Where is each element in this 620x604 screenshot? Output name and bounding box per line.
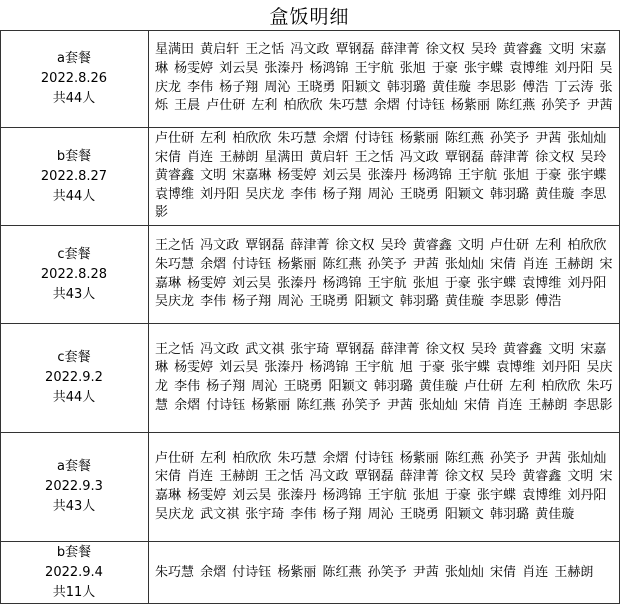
table-row: [0, 226, 619, 324]
table-row: [0, 128, 619, 226]
names-cell: [149, 433, 617, 541]
meal-info-cell: [0, 30, 149, 127]
meal-info-cell: [0, 542, 149, 604]
meal-date: 2022.9.4: [45, 565, 103, 580]
meal-count: 共44人: [52, 390, 96, 405]
meal-type: c套餐: [57, 246, 91, 262]
name-list: 朱巧慧 余熠 付诗钰 杨紫丽 陈红燕 孙笑予 尹茜 张灿灿 宋倩 肖连 王赫朗: [155, 564, 594, 580]
table-row: [0, 30, 619, 128]
meal-info-cell: [0, 433, 149, 541]
meal-count: 共44人: [52, 188, 96, 204]
meal-info-cell: [0, 128, 149, 225]
meal-count: 共43人: [52, 499, 96, 514]
names-cell: [149, 30, 617, 127]
name-list: 王之恬 冯文政 覃钢磊 薛津菁 徐文权 吴玲 黄睿鑫 文明 卢仕研 左利 柏欣欣 朱巧慧 余熠 付诗钰 杨紫丽 陈红燕 孙笑予 尹茜 张灿灿 宋倩 肖连 王赫朗 宋嘉琳 杨雯婷 刘云昊 张溱丹 杨鸿锦 王宇航 张旭 于豪 张宇蝶 袁博维 刘丹阳 吴庆龙 李伟 杨子翔 周沁 王晓勇 阳颖文 韩羽璐 黄佳璇 李思影 傅浩: [155, 238, 613, 310]
names-cell: [149, 324, 617, 432]
meal-type: a套餐: [57, 459, 91, 474]
meal-type: b套餐: [56, 148, 92, 164]
name-list: 王之恬 冯文政 武文祺 张宇琦 覃钢磊 薛津菁 徐文权 吴玲 黄睿鑫 文明 宋嘉琳 杨雯婷 刘云昊 张溱丹 杨鸿锦 王宇航 旭 于豪 张宇蝶 袁博维 刘丹阳 吴庆龙 李伟 杨子翔 周沁 王晓勇 阳颖文 韩羽璐 黄佳璇 卢仕研 左利 柏欣欣 朱巧慧 余熠 付诗钰 杨紫丽 陈红燕 孙笑予 尹茜 张灿灿 宋倩 肖连 王赫朗 李思影: [155, 341, 613, 413]
table-row: [0, 433, 619, 542]
meal-date: 2022.8.28: [40, 266, 108, 282]
sheet-title: 盒饭明细: [269, 5, 350, 28]
meal-info-cell: [0, 226, 149, 323]
meal-count: 共43人: [52, 286, 96, 302]
meal-date: 2022.8.27: [40, 168, 108, 184]
meal-type: b套餐: [56, 545, 92, 560]
names-cell: [149, 226, 617, 323]
meal-count: 共11人: [52, 585, 96, 600]
names-cell: [149, 542, 617, 604]
meal-info-cell: [0, 324, 149, 432]
meal-count: 共44人: [52, 90, 96, 106]
meal-date: 2022.8.26: [40, 70, 108, 86]
meal-date: 2022.9.2: [45, 370, 103, 385]
meal-type: a套餐: [57, 50, 91, 66]
table-row: [0, 324, 619, 433]
name-list: 卢仕研 左利 柏欣欣 朱巧慧 余熠 付诗钰 杨紫丽 陈红燕 孙笑予 尹茜 张灿灿 宋倩 肖连 王赫朗 星满田 黄启轩 王之恬 冯文政 覃钢磊 薛津菁 徐文权 吴玲 黄睿鑫 文明 宋嘉琳 杨雯婷 刘云昊 张溱丹 杨鸿锦 王宇航 张旭 于豪 张宇蝶 袁博维 刘丹阳 吴庆龙 李伟 杨子翔 周沁 王晓勇 阳颖文 韩羽璐 黄佳璇 李思影: [155, 131, 607, 221]
names-cell: [149, 128, 617, 225]
meal-table: [0, 30, 619, 604]
table-row: [0, 542, 619, 604]
title-row: [0, 0, 619, 31]
name-list: 星满田 黄启轩 王之恬 冯文政 覃钢磊 薛津菁 徐文权 吴玲 黄睿鑫 文明 宋嘉琳 杨雯婷 刘云昊 张溱丹 杨鸿锦 王宇航 张旭 于豪 张宇蝶 袁博维 刘丹阳 吴庆龙 李伟 杨子翔 周沁 王晓勇 阳颖文 韩羽璐 黄佳璇 李思影 傅浩 丁云涛 张烁 王晨 卢仕研 左利 柏欣欣 朱巧慧 余熠 付诗钰 杨紫丽 陈红燕 孙笑予 尹茜: [155, 42, 613, 114]
meal-date: 2022.9.3: [45, 479, 103, 494]
table-left-border: [0, 30, 1, 604]
meal-type: c套餐: [57, 350, 91, 365]
name-list: 卢仕研 左利 柏欣欣 朱巧慧 余熠 付诗钰 杨紫丽 陈红燕 孙笑予 尹茜 张灿灿 宋倩 肖连 王赫朗 王之恬 冯文政 覃钢磊 薛津菁 徐文权 吴玲 黄睿鑫 文明 宋嘉琳 杨雯婷 刘云昊 张溱丹 杨鸿锦 王宇航 张旭 于豪 张宇蝶 袁博维 刘丹阳 吴庆龙 武文祺 张宇琦 李伟 杨子翔 周沁 王晓勇 阳颖文 韩羽璐 黄佳璇: [155, 450, 613, 522]
